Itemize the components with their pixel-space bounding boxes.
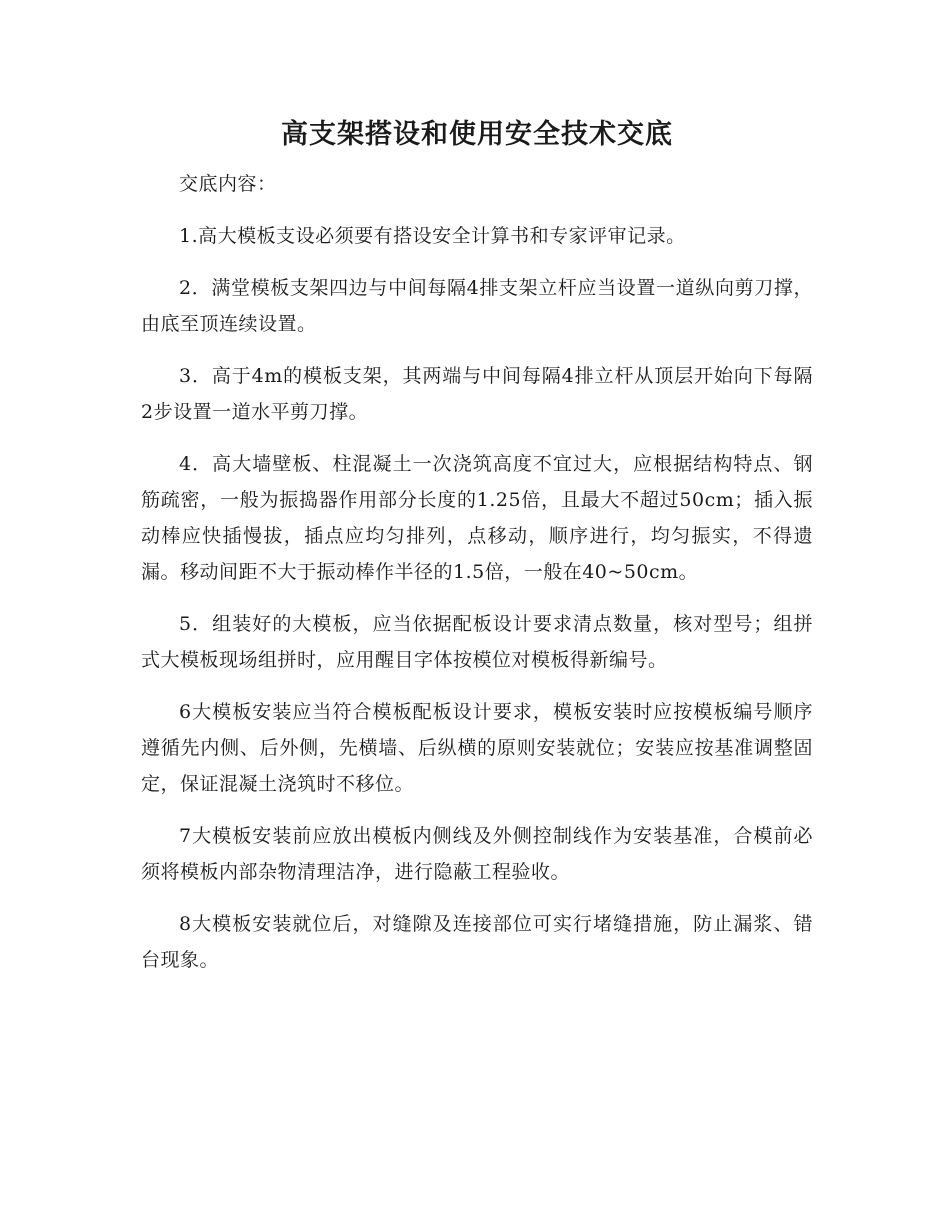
item-paragraph-2: 2．满堂模板支架四边与中间每隔4排支架立杆应当设置一道纵向剪刀撑，由底至顶连续设置。	[141, 277, 813, 335]
item-paragraph-4: 4．高大墙壁板、柱混凝土一次浇筑高度不宜过大，应根据结构特点、钢筋疏密，一般为振捣器作用部分长度的1.25倍，且最大不超过50cm；插入振动棒应快插慢拔，插点应均匀排列，点移动，顺序进行，均匀振实，不得遗漏。移动间距不大于振动棒作半径的1.5倍，一般在40~50cm。	[141, 453, 813, 583]
item-paragraph-1: 1.高大模板支设必须要有搭设安全计算书和专家评审记录。	[179, 225, 686, 247]
item-paragraph-6: 6大模板安装应当符合模板配板设计要求，模板安装时应按模板编号顺序遵循先内侧、后外侧，先横墙、后纵横的原则安装就位；安装应按基准调整固定，保证混凝土浇筑时不移位。	[141, 701, 813, 795]
item-paragraph-7: 7大模板安装前应放出模板内侧线及外侧控制线作为安装基准，合模前必须将模板内部杂物清理洁净，进行隐蔽工程验收。	[141, 825, 813, 883]
item-paragraph-3: 3．高于4m的模板支架，其两端与中间每隔4排立杆从顶层开始向下每隔2步设置一道水平剪刀撑。	[141, 365, 813, 423]
document-title: 高支架搭设和使用安全技术交底	[281, 119, 673, 150]
item-paragraph-8: 8大模板安装就位后，对缝隙及连接部位可实行堵缝措施，防止漏浆、错台现象。	[141, 913, 813, 971]
item-paragraph-5: 5．组装好的大模板，应当依据配板设计要求清点数量，核对型号；组拼式大模板现场组拼时，应用醒目字体按模位对模板得新编号。	[141, 613, 813, 671]
intro-paragraph: 交底内容：	[179, 173, 277, 195]
document-page	[141, 112, 813, 994]
